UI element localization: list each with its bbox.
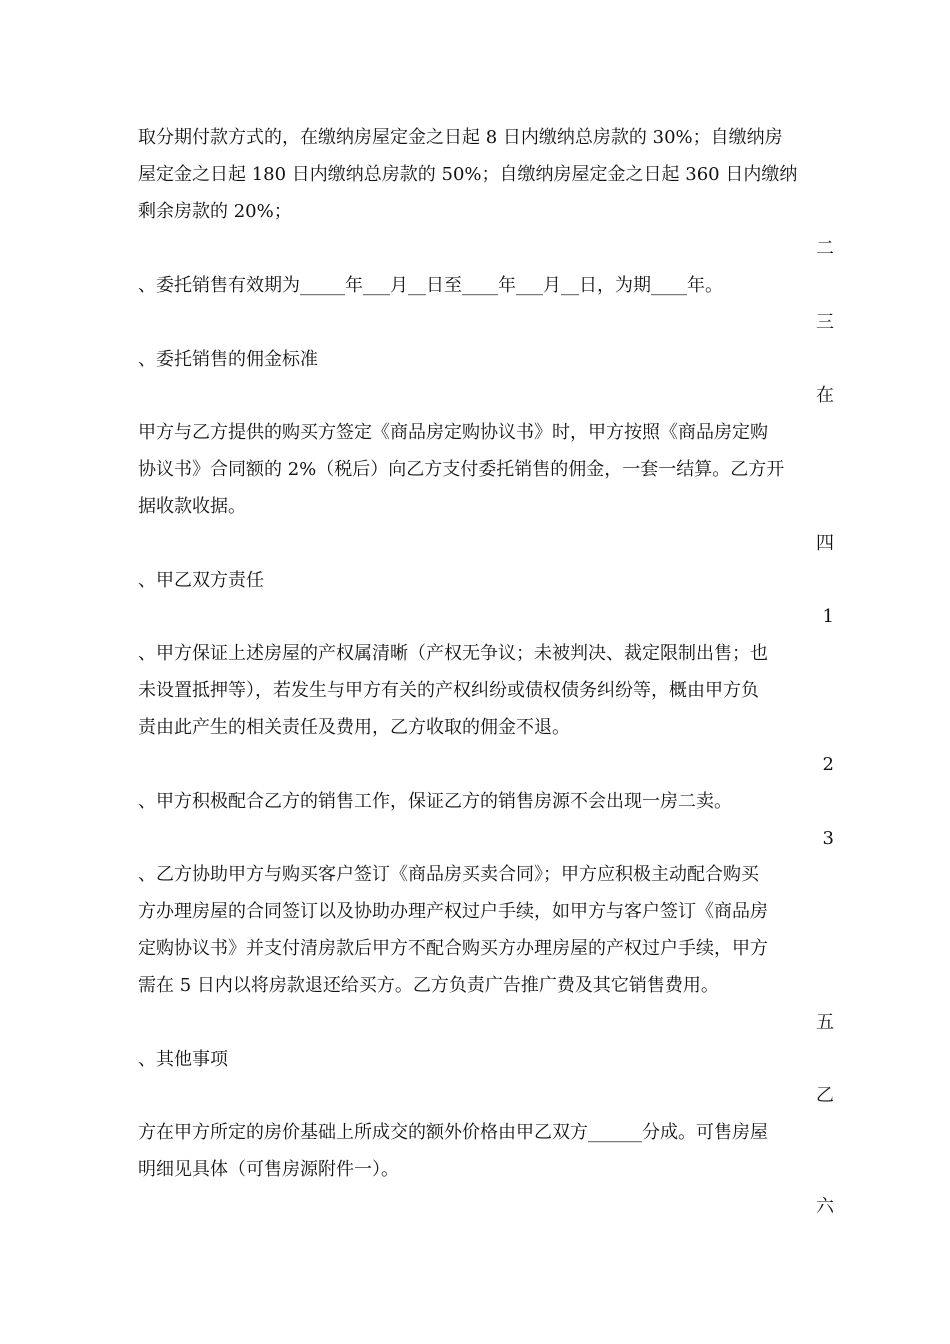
text-line: 协议书》合同额的 2%（税后）向乙方支付委托销售的佣金，一套一结算。乙方开	[138, 459, 785, 480]
section-number: 二	[816, 238, 834, 259]
section-heading: 、委托销售的佣金标准	[138, 349, 318, 370]
text-line: 据收款收据。	[138, 496, 246, 517]
section-number: 四	[816, 533, 834, 554]
item-number: 3	[822, 828, 834, 849]
text-line: 方办理房屋的合同签订以及协助办理产权过户手续，如甲方与客户签订《商品房	[138, 901, 768, 922]
wrapped-character: 乙	[816, 1085, 834, 1106]
text-line: 剩余房款的 20%；	[138, 201, 292, 222]
text-line: 屋定金之日起 180 日内缴纳总房款的 50%；自缴纳房屋定金之日起 360 日内缴纳	[138, 164, 798, 185]
text-line: 取分期付款方式的，在缴纳房屋定金之日起 8 日内缴纳总房款的 30%；自缴纳房	[138, 127, 783, 148]
item-number: 1	[822, 606, 834, 627]
section-number: 五	[816, 1012, 834, 1033]
text-line: 、委托销售有效期为_____年___月__日至____年___月__日，为期____年。	[138, 275, 723, 296]
text-line: 、甲方积极配合乙方的销售工作，保证乙方的销售房源不会出现一房二卖。	[138, 791, 732, 812]
text-line: 方在甲方所定的房价基础上所成交的额外价格由甲乙双方______分成。可售房屋	[138, 1122, 768, 1143]
item-number: 2	[822, 754, 834, 775]
text-line: 、乙方协助甲方与购买客户签订《商品房买卖合同》；甲方应积极主动配合购买	[138, 864, 759, 885]
wrapped-character: 在	[816, 385, 834, 406]
text-line: 、甲方保证上述房屋的产权属清晰（产权无争议；未被判决、裁定限制出售；也	[138, 643, 768, 664]
text-line: 需在 5 日内以将房款退还给买方。乙方负责广告推广费及其它销售费用。	[138, 975, 719, 996]
text-line: 明细见具体（可售房源附件一）。	[138, 1159, 399, 1180]
section-heading: 、甲乙双方责任	[138, 570, 264, 591]
text-line: 定购协议书》并支付清房款后甲方不配合购买方办理房屋的产权过户手续，甲方	[138, 938, 768, 959]
section-heading: 、其他事项	[138, 1049, 228, 1070]
text-line: 甲方与乙方提供的购买方签定《商品房定购协议书》时，甲方按照《商品房定购	[138, 422, 768, 443]
text-line: 责由此产生的相关责任及费用，乙方收取的佣金不退。	[138, 717, 570, 738]
section-number: 六	[816, 1196, 834, 1217]
section-number: 三	[816, 312, 834, 333]
text-line: 未设置抵押等），若发生与甲方有关的产权纠纷或债权债务纠纷等，概由甲方负	[138, 680, 759, 701]
